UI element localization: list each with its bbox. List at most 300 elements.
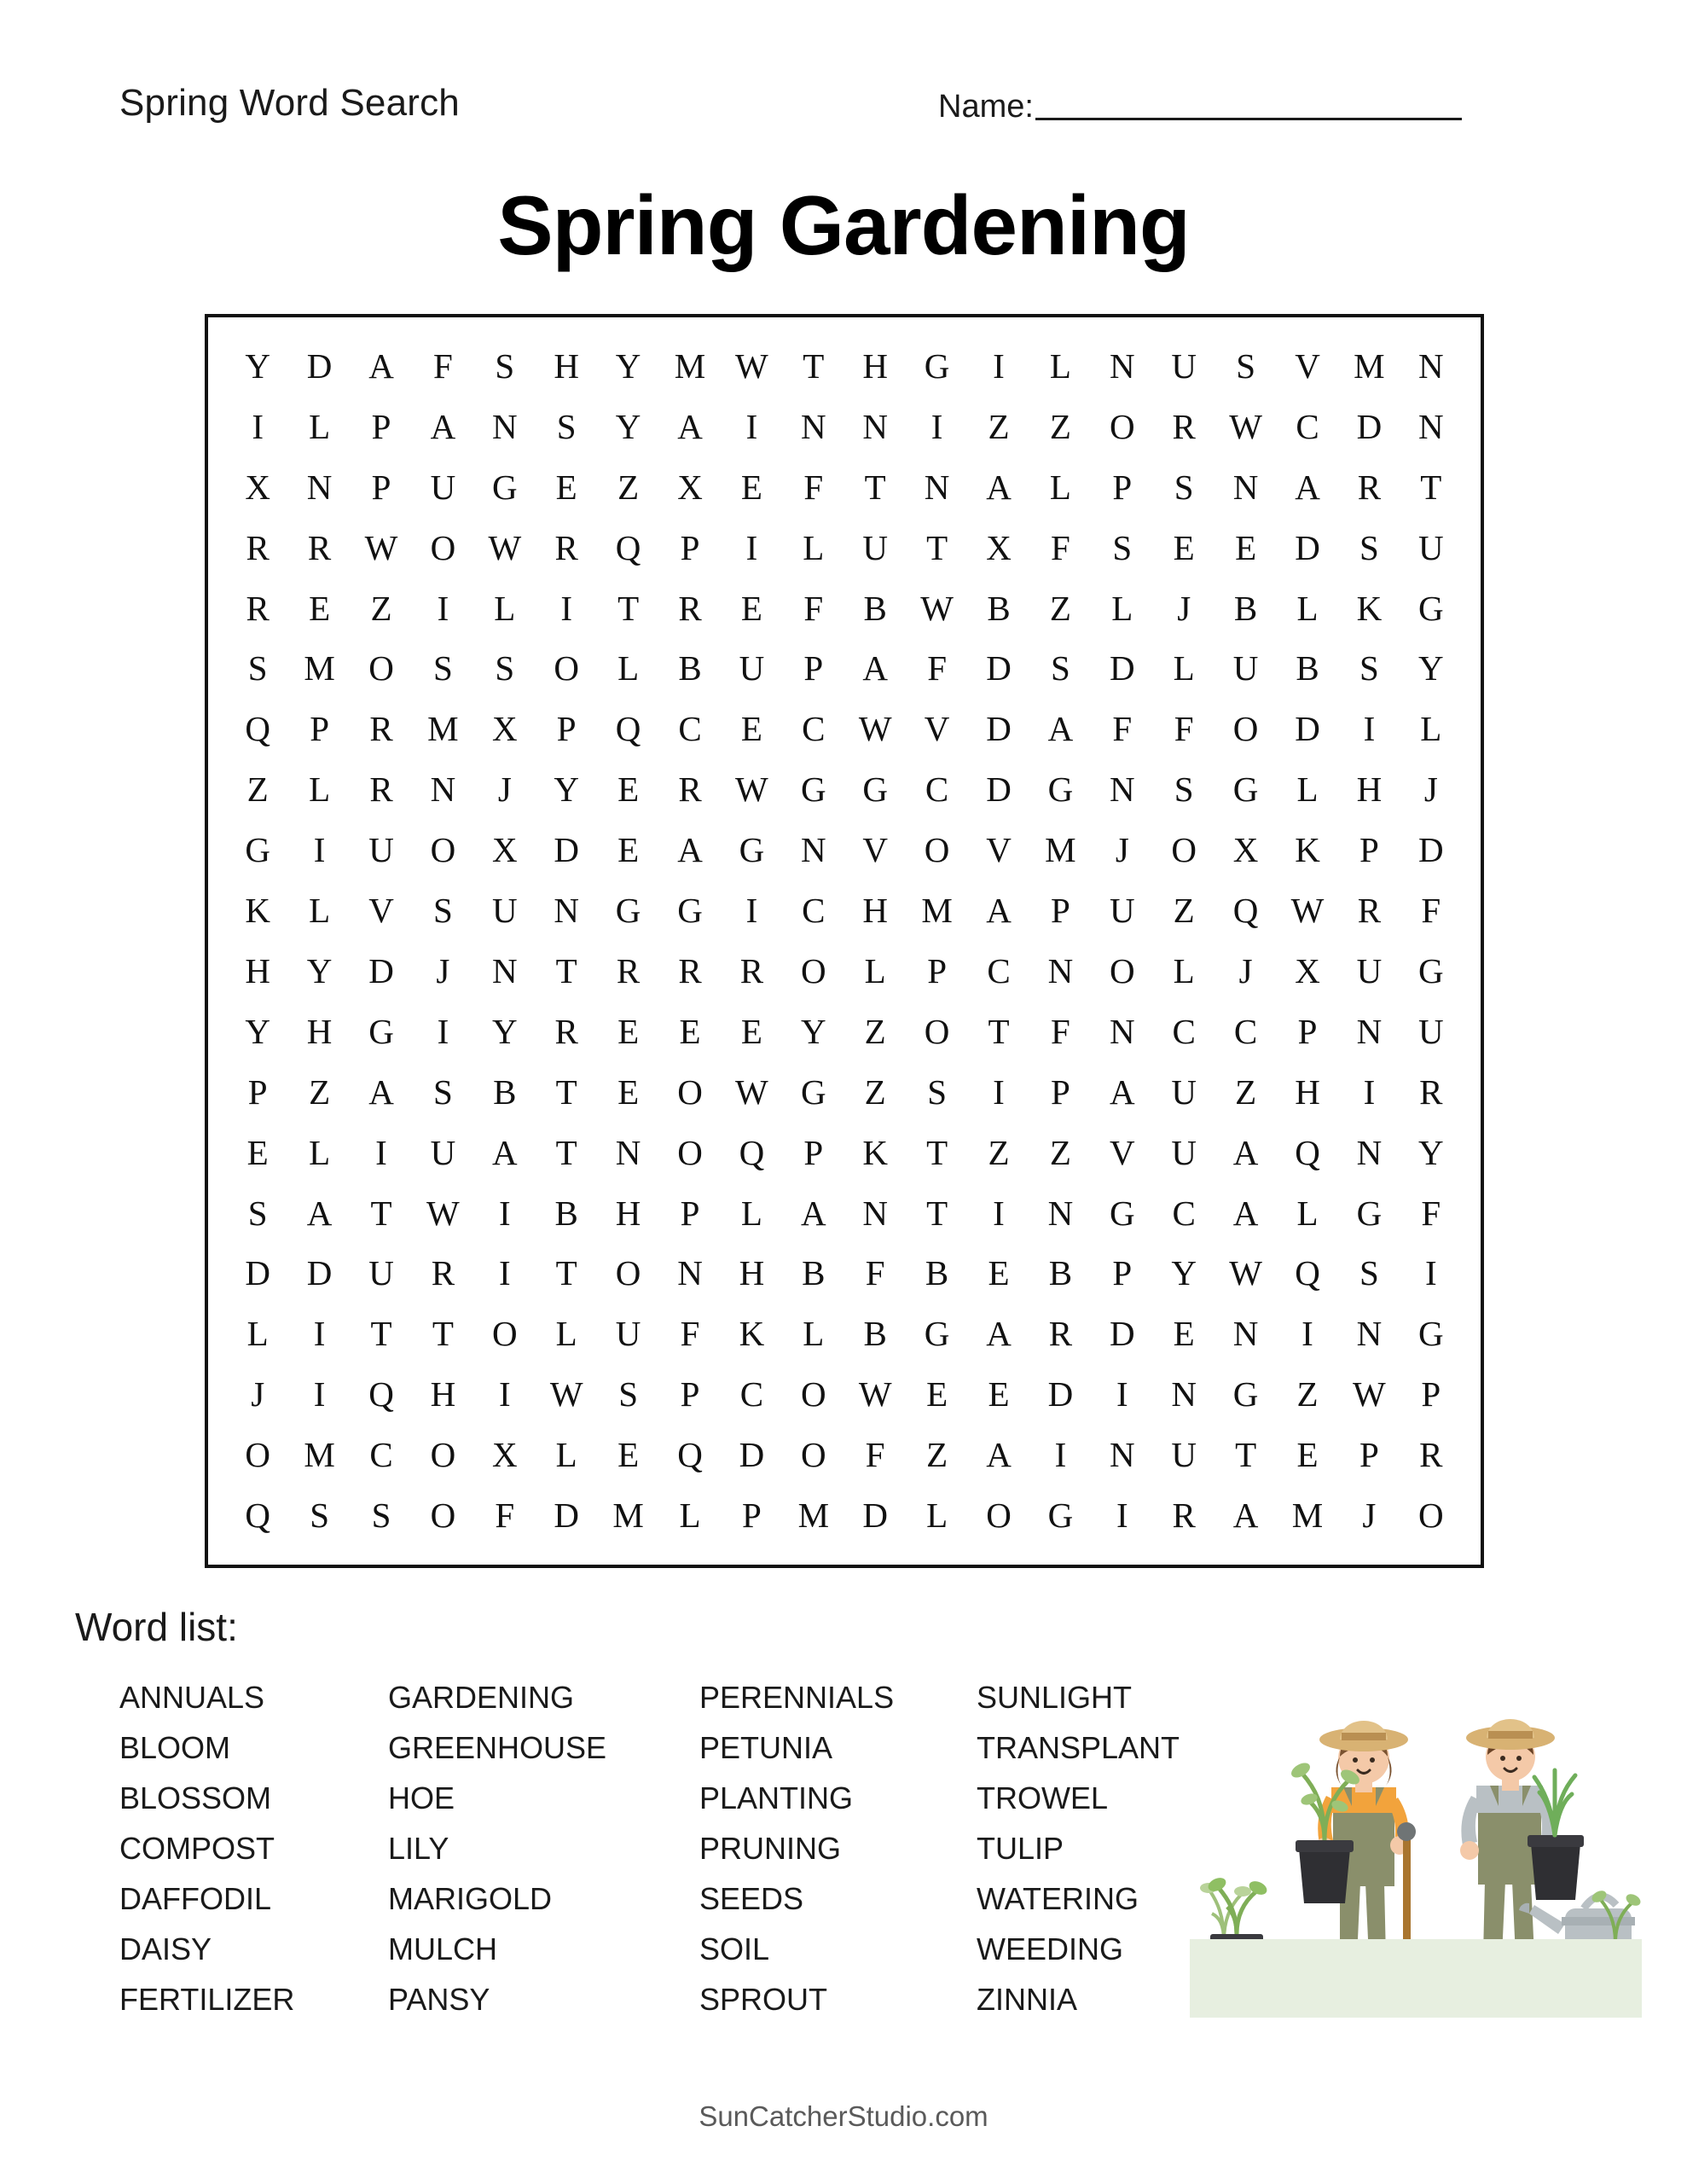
grid-cell[interactable]: O xyxy=(986,1496,1012,1536)
grid-cell[interactable]: Z xyxy=(617,467,640,507)
grid-cell[interactable]: S xyxy=(495,346,515,386)
grid-cell[interactable]: R xyxy=(739,950,764,990)
wordlist-item[interactable]: MARIGOLD xyxy=(388,1881,553,1916)
grid-cell[interactable]: X xyxy=(245,467,270,507)
grid-cell[interactable]: U xyxy=(615,1314,641,1354)
grid-cell[interactable]: Y xyxy=(800,1011,826,1051)
grid-cell[interactable]: W xyxy=(1229,1253,1262,1293)
grid-cell[interactable]: Q xyxy=(615,527,641,567)
grid-cell[interactable]: I xyxy=(252,406,264,446)
grid-cell[interactable]: Q xyxy=(245,1496,270,1536)
grid-cell[interactable]: M xyxy=(674,346,706,386)
grid-cell[interactable]: P xyxy=(680,1374,700,1414)
grid-cell[interactable]: N xyxy=(1109,1435,1135,1475)
wordlist-item[interactable]: TRANSPLANT xyxy=(977,1730,1180,1765)
grid-cell[interactable]: G xyxy=(739,830,765,870)
grid-cell[interactable]: S xyxy=(927,1072,947,1112)
grid-cell[interactable]: P xyxy=(680,527,700,567)
grid-cell[interactable]: R xyxy=(246,527,270,567)
grid-cell[interactable]: Y xyxy=(615,346,641,386)
grid-cell[interactable]: G xyxy=(1232,1374,1259,1414)
grid-cell[interactable]: L xyxy=(1296,588,1319,628)
grid-cell[interactable]: I xyxy=(313,1314,326,1354)
grid-cell[interactable]: Z xyxy=(1235,1072,1257,1112)
grid-cell[interactable]: W xyxy=(1229,406,1262,446)
grid-cell[interactable]: E xyxy=(246,1132,269,1172)
grid-cell[interactable]: E xyxy=(617,830,640,870)
grid-cell[interactable]: S xyxy=(1359,1253,1379,1293)
grid-cell[interactable]: F xyxy=(1174,709,1194,749)
grid-cell[interactable]: A xyxy=(306,1193,333,1233)
grid-cell[interactable]: N xyxy=(800,406,826,446)
wordlist-item[interactable]: ANNUALS xyxy=(119,1680,265,1715)
grid-cell[interactable]: T xyxy=(988,1011,1010,1051)
grid-cell[interactable]: A xyxy=(986,1314,1012,1354)
wordlist-item[interactable]: DAFFODIL xyxy=(119,1881,272,1916)
grid-cell[interactable]: U xyxy=(1417,527,1444,567)
grid-cell[interactable]: I xyxy=(1116,1496,1128,1536)
grid-cell[interactable]: Y xyxy=(554,770,579,810)
grid-cell[interactable]: O xyxy=(800,950,826,990)
grid-cell[interactable]: S xyxy=(432,891,453,931)
grid-cell[interactable]: I xyxy=(1424,1253,1437,1293)
grid-cell[interactable]: U xyxy=(491,891,518,931)
grid-cell[interactable]: N xyxy=(1047,1193,1074,1233)
grid-cell[interactable]: B xyxy=(925,1253,949,1293)
grid-cell[interactable]: T xyxy=(926,1132,948,1172)
grid-cell[interactable]: Y xyxy=(615,406,641,446)
grid-cell[interactable]: V xyxy=(924,709,950,749)
grid-cell[interactable]: G xyxy=(924,346,950,386)
grid-cell[interactable]: S xyxy=(1174,770,1194,810)
grid-cell[interactable]: K xyxy=(739,1314,765,1354)
grid-cell[interactable]: Z xyxy=(988,1132,1010,1172)
grid-cell[interactable]: W xyxy=(858,709,892,749)
wordlist-item[interactable]: FERTILIZER xyxy=(119,1982,295,2017)
grid-cell[interactable]: R xyxy=(1357,467,1382,507)
grid-cell[interactable]: A xyxy=(986,467,1012,507)
grid-cell[interactable]: R xyxy=(431,1253,455,1293)
grid-cell[interactable]: E xyxy=(740,709,762,749)
grid-cell[interactable]: O xyxy=(1109,950,1135,990)
grid-cell[interactable]: H xyxy=(554,346,579,386)
grid-cell[interactable]: N xyxy=(1417,406,1444,446)
grid-cell[interactable]: S xyxy=(432,1072,453,1112)
grid-cell[interactable]: M xyxy=(612,1496,644,1536)
grid-cell[interactable]: U xyxy=(739,648,765,688)
grid-cell[interactable]: F xyxy=(495,1496,515,1536)
grid-cell[interactable]: P xyxy=(803,1132,824,1172)
wordlist-item[interactable]: GREENHOUSE xyxy=(388,1730,607,1765)
grid-cell[interactable]: B xyxy=(863,1314,887,1354)
grid-cell[interactable]: C xyxy=(987,950,1011,990)
grid-cell[interactable]: Y xyxy=(245,1011,270,1051)
grid-cell[interactable]: F xyxy=(865,1253,885,1293)
grid-cell[interactable]: G xyxy=(1047,770,1074,810)
grid-cell[interactable]: O xyxy=(800,1435,826,1475)
grid-cell[interactable]: N xyxy=(1109,346,1135,386)
grid-cell[interactable]: U xyxy=(368,830,394,870)
grid-cell[interactable]: T xyxy=(555,1253,577,1293)
grid-cell[interactable]: G xyxy=(1109,1193,1135,1233)
grid-cell[interactable]: U xyxy=(1232,648,1259,688)
wordlist-item[interactable]: DAISY xyxy=(119,1931,212,1966)
grid-cell[interactable]: G xyxy=(800,770,826,810)
grid-cell[interactable]: M xyxy=(427,709,459,749)
grid-cell[interactable]: J xyxy=(1238,950,1253,990)
grid-cell[interactable]: A xyxy=(1295,467,1320,507)
grid-cell[interactable]: A xyxy=(1232,1193,1259,1233)
grid-cell[interactable]: P xyxy=(1359,1435,1379,1475)
grid-cell[interactable]: N xyxy=(1232,467,1259,507)
grid-cell[interactable]: Z xyxy=(1049,588,1071,628)
grid-cell[interactable]: A xyxy=(677,406,703,446)
grid-cell[interactable]: I xyxy=(1363,709,1376,749)
grid-cell[interactable]: N xyxy=(1109,770,1135,810)
grid-cell[interactable]: A xyxy=(491,1132,518,1172)
grid-cell[interactable]: J xyxy=(497,770,512,810)
grid-cell[interactable]: Z xyxy=(1296,1374,1319,1414)
grid-cell[interactable]: W xyxy=(858,1374,892,1414)
grid-cell[interactable]: Z xyxy=(988,406,1010,446)
grid-cell[interactable]: N xyxy=(1171,1374,1197,1414)
grid-cell[interactable]: U xyxy=(1171,346,1197,386)
grid-cell[interactable]: T xyxy=(803,346,825,386)
grid-cell[interactable]: W xyxy=(549,1374,583,1414)
grid-cell[interactable]: P xyxy=(371,467,391,507)
grid-cell[interactable]: I xyxy=(1054,1435,1067,1475)
grid-cell[interactable]: M xyxy=(797,1496,830,1536)
grid-cell[interactable]: O xyxy=(554,648,579,688)
grid-cell[interactable]: Z xyxy=(309,1072,331,1112)
grid-cell[interactable]: A xyxy=(1047,709,1074,749)
grid-cell[interactable]: D xyxy=(368,950,394,990)
grid-cell[interactable]: T xyxy=(864,467,886,507)
word-search-grid[interactable] xyxy=(227,336,1462,1546)
grid-cell[interactable]: N xyxy=(554,891,579,931)
grid-cell[interactable]: B xyxy=(678,648,702,688)
grid-cell[interactable]: I xyxy=(1116,1374,1128,1414)
grid-cell[interactable]: R xyxy=(369,770,393,810)
grid-cell[interactable]: L xyxy=(309,770,331,810)
grid-cell[interactable]: O xyxy=(430,1435,456,1475)
grid-cell[interactable]: L xyxy=(1420,709,1442,749)
grid-cell[interactable]: W xyxy=(735,770,768,810)
grid-cell[interactable]: O xyxy=(677,1132,703,1172)
wordlist-item[interactable]: TULIP xyxy=(977,1831,1064,1866)
grid-cell[interactable]: R xyxy=(1172,1496,1196,1536)
grid-cell[interactable]: D xyxy=(306,346,333,386)
grid-cell[interactable]: I xyxy=(437,588,449,628)
grid-cell[interactable]: D xyxy=(862,1496,888,1536)
grid-cell[interactable]: X xyxy=(677,467,703,507)
grid-cell[interactable]: U xyxy=(368,1253,394,1293)
grid-cell[interactable]: C xyxy=(802,709,826,749)
grid-cell[interactable]: W xyxy=(1353,1374,1386,1414)
grid-cell[interactable]: G xyxy=(491,467,518,507)
grid-cell[interactable]: S xyxy=(1236,346,1255,386)
grid-cell[interactable]: P xyxy=(1421,1374,1441,1414)
grid-cell[interactable]: A xyxy=(430,406,456,446)
grid-cell[interactable]: E xyxy=(988,1374,1010,1414)
grid-cell[interactable]: G xyxy=(800,1072,826,1112)
grid-cell[interactable]: D xyxy=(986,709,1012,749)
grid-cell[interactable]: R xyxy=(307,527,332,567)
grid-cell[interactable]: P xyxy=(1050,891,1070,931)
grid-cell[interactable]: S xyxy=(618,1374,638,1414)
grid-cell[interactable]: N xyxy=(862,406,888,446)
grid-cell[interactable]: I xyxy=(313,1374,326,1414)
grid-cell[interactable]: D xyxy=(739,1435,765,1475)
grid-cell[interactable]: Z xyxy=(1049,406,1071,446)
grid-cell[interactable]: T xyxy=(555,1132,577,1172)
grid-cell[interactable]: L xyxy=(803,527,825,567)
grid-cell[interactable]: D xyxy=(245,1253,270,1293)
grid-cell[interactable]: X xyxy=(1232,830,1259,870)
grid-cell[interactable]: E xyxy=(555,467,577,507)
grid-cell[interactable]: C xyxy=(1296,406,1319,446)
grid-cell[interactable]: T xyxy=(370,1314,392,1354)
grid-cell[interactable]: O xyxy=(1417,1496,1444,1536)
grid-cell[interactable]: K xyxy=(1295,830,1320,870)
grid-cell[interactable]: I xyxy=(498,1374,511,1414)
grid-cell[interactable]: D xyxy=(1295,709,1320,749)
grid-cell[interactable]: I xyxy=(993,346,1005,386)
wordlist-item[interactable]: PANSY xyxy=(388,1982,490,2017)
grid-cell[interactable]: N xyxy=(1356,1011,1383,1051)
grid-cell[interactable]: Q xyxy=(368,1374,394,1414)
grid-cell[interactable]: D xyxy=(1109,1314,1135,1354)
grid-cell[interactable]: N xyxy=(615,1132,641,1172)
grid-cell[interactable]: J xyxy=(1423,770,1438,810)
grid-cell[interactable]: H xyxy=(245,950,270,990)
grid-cell[interactable]: K xyxy=(245,891,270,931)
grid-cell[interactable]: I xyxy=(1363,1072,1376,1112)
grid-cell[interactable]: E xyxy=(617,770,640,810)
grid-cell[interactable]: X xyxy=(1295,950,1320,990)
grid-cell[interactable]: A xyxy=(368,346,394,386)
grid-cell[interactable]: L xyxy=(1296,770,1319,810)
grid-cell[interactable]: L xyxy=(1049,346,1071,386)
grid-cell[interactable]: L xyxy=(494,588,516,628)
grid-cell[interactable]: L xyxy=(309,891,331,931)
grid-cell[interactable]: H xyxy=(306,1011,333,1051)
grid-cell[interactable]: X xyxy=(491,709,518,749)
grid-cell[interactable]: D xyxy=(554,830,579,870)
grid-cell[interactable]: X xyxy=(491,1435,518,1475)
grid-cell[interactable]: N xyxy=(491,950,518,990)
grid-cell[interactable]: X xyxy=(986,527,1012,567)
grid-cell[interactable]: T xyxy=(926,527,948,567)
grid-cell[interactable]: J xyxy=(1362,1496,1377,1536)
grid-cell[interactable]: R xyxy=(1357,891,1382,931)
grid-cell[interactable]: S xyxy=(495,648,515,688)
grid-cell[interactable]: L xyxy=(1296,1193,1319,1233)
grid-cell[interactable]: O xyxy=(924,830,950,870)
grid-cell[interactable]: O xyxy=(1171,830,1197,870)
grid-cell[interactable]: L xyxy=(1111,588,1133,628)
grid-cell[interactable]: J xyxy=(436,950,450,990)
grid-cell[interactable]: K xyxy=(862,1132,888,1172)
grid-cell[interactable]: U xyxy=(1171,1072,1197,1112)
grid-cell[interactable]: G xyxy=(1417,1314,1444,1354)
grid-cell[interactable]: L xyxy=(617,648,640,688)
grid-cell[interactable]: C xyxy=(739,1374,764,1414)
grid-cell[interactable]: M xyxy=(1045,830,1076,870)
grid-cell[interactable]: U xyxy=(862,527,888,567)
grid-cell[interactable]: W xyxy=(1290,891,1325,931)
grid-cell[interactable]: P xyxy=(680,1193,700,1233)
grid-cell[interactable]: Q xyxy=(245,709,270,749)
grid-cell[interactable]: T xyxy=(1235,1435,1257,1475)
grid-cell[interactable]: N xyxy=(677,1253,703,1293)
grid-cell[interactable]: T xyxy=(926,1193,948,1233)
grid-cell[interactable]: B xyxy=(1296,648,1319,688)
grid-cell[interactable]: Z xyxy=(246,770,269,810)
grid-cell[interactable]: G xyxy=(677,891,703,931)
grid-cell[interactable]: H xyxy=(615,1193,641,1233)
grid-cell[interactable]: S xyxy=(247,1193,268,1233)
grid-cell[interactable]: Z xyxy=(926,1435,948,1475)
grid-cell[interactable]: S xyxy=(247,648,268,688)
grid-cell[interactable]: Q xyxy=(739,1132,765,1172)
grid-cell[interactable]: V xyxy=(1295,346,1320,386)
grid-cell[interactable]: B xyxy=(802,1253,826,1293)
grid-cell[interactable]: E xyxy=(617,1011,640,1051)
grid-cell[interactable]: T xyxy=(370,1193,392,1233)
grid-cell[interactable]: Q xyxy=(1232,891,1259,931)
grid-cell[interactable]: W xyxy=(735,346,768,386)
grid-cell[interactable]: E xyxy=(740,588,762,628)
grid-cell[interactable]: P xyxy=(1112,467,1133,507)
grid-cell[interactable]: D xyxy=(986,770,1012,810)
grid-cell[interactable]: B xyxy=(863,588,887,628)
grid-cell[interactable]: H xyxy=(739,1253,765,1293)
grid-cell[interactable]: R xyxy=(554,527,578,567)
grid-cell[interactable]: L xyxy=(555,1314,577,1354)
grid-cell[interactable]: Y xyxy=(1417,1132,1444,1172)
grid-cell[interactable]: L xyxy=(309,1132,331,1172)
grid-cell[interactable]: F xyxy=(927,648,947,688)
grid-cell[interactable]: L xyxy=(555,1435,577,1475)
grid-cell[interactable]: F xyxy=(803,588,824,628)
grid-cell[interactable]: U xyxy=(1171,1132,1197,1172)
grid-cell[interactable]: I xyxy=(498,1253,511,1293)
grid-cell[interactable]: H xyxy=(430,1374,456,1414)
grid-cell[interactable]: C xyxy=(1172,1011,1196,1051)
grid-cell[interactable]: L xyxy=(679,1496,701,1536)
grid-cell[interactable]: L xyxy=(1049,467,1071,507)
grid-cell[interactable]: I xyxy=(745,406,758,446)
grid-cell[interactable]: C xyxy=(1233,1011,1258,1051)
grid-cell[interactable]: F xyxy=(1050,1011,1070,1051)
grid-cell[interactable]: P xyxy=(1359,830,1379,870)
grid-cell[interactable]: Y xyxy=(245,346,270,386)
grid-cell[interactable]: C xyxy=(678,709,702,749)
grid-cell[interactable]: P xyxy=(310,709,329,749)
grid-cell[interactable]: P xyxy=(927,950,947,990)
grid-cell[interactable]: G xyxy=(245,830,270,870)
grid-cell[interactable]: R xyxy=(1048,1314,1073,1354)
grid-cell[interactable]: I xyxy=(437,1011,449,1051)
grid-cell[interactable]: R xyxy=(678,770,702,810)
grid-cell[interactable]: S xyxy=(1112,527,1133,567)
grid-cell[interactable]: Q xyxy=(1295,1253,1320,1293)
wordlist-item[interactable]: SUNLIGHT xyxy=(977,1680,1133,1715)
grid-cell[interactable]: B xyxy=(493,1072,517,1112)
grid-cell[interactable]: J xyxy=(1177,588,1191,628)
grid-cell[interactable]: E xyxy=(740,1011,762,1051)
grid-cell[interactable]: H xyxy=(862,891,888,931)
grid-cell[interactable]: T xyxy=(555,1072,577,1112)
grid-cell[interactable]: N xyxy=(1047,950,1074,990)
grid-cell[interactable]: Q xyxy=(677,1435,703,1475)
grid-cell[interactable]: U xyxy=(1417,1011,1444,1051)
grid-cell[interactable]: D xyxy=(554,1496,579,1536)
grid-cell[interactable]: Z xyxy=(370,588,392,628)
grid-cell[interactable]: F xyxy=(432,346,453,386)
grid-cell[interactable]: F xyxy=(1112,709,1133,749)
wordlist-item[interactable]: PETUNIA xyxy=(699,1730,833,1765)
grid-cell[interactable]: N xyxy=(1232,1314,1259,1354)
grid-cell[interactable]: N xyxy=(1356,1314,1383,1354)
grid-cell[interactable]: M xyxy=(304,1435,335,1475)
grid-cell[interactable]: C xyxy=(1172,1193,1196,1233)
grid-cell[interactable]: O xyxy=(924,1011,950,1051)
wordlist-item[interactable]: LILY xyxy=(388,1831,449,1866)
grid-cell[interactable]: C xyxy=(802,891,826,931)
grid-cell[interactable]: G xyxy=(615,891,641,931)
grid-cell[interactable]: U xyxy=(1171,1435,1197,1475)
grid-cell[interactable]: S xyxy=(371,1496,391,1536)
grid-cell[interactable]: S xyxy=(1359,648,1379,688)
wordlist-item[interactable]: COMPOST xyxy=(119,1831,275,1866)
grid-cell[interactable]: Y xyxy=(1417,648,1444,688)
wordlist-item[interactable]: PRUNING xyxy=(699,1831,842,1866)
grid-cell[interactable]: G xyxy=(1047,1496,1074,1536)
grid-cell[interactable]: A xyxy=(800,1193,826,1233)
grid-cell[interactable]: P xyxy=(1112,1253,1133,1293)
grid-cell[interactable]: Z xyxy=(1173,891,1195,931)
grid-cell[interactable]: F xyxy=(1050,527,1070,567)
grid-cell[interactable]: R xyxy=(1419,1435,1443,1475)
grid-cell[interactable]: O xyxy=(245,1435,270,1475)
grid-cell[interactable]: D xyxy=(986,648,1012,688)
grid-cell[interactable]: I xyxy=(993,1072,1005,1112)
grid-cell[interactable]: V xyxy=(862,830,888,870)
grid-cell[interactable]: G xyxy=(368,1011,394,1051)
grid-cell[interactable]: N xyxy=(491,406,518,446)
wordlist-item[interactable]: SOIL xyxy=(699,1931,770,1966)
grid-cell[interactable]: E xyxy=(1173,1314,1195,1354)
grid-cell[interactable]: M xyxy=(1291,1496,1324,1536)
grid-cell[interactable]: O xyxy=(491,1314,518,1354)
wordlist-item[interactable]: BLOOM xyxy=(119,1730,231,1765)
grid-cell[interactable]: O xyxy=(615,1253,641,1293)
grid-cell[interactable]: G xyxy=(1417,588,1444,628)
grid-cell[interactable]: L xyxy=(926,1496,948,1536)
grid-cell[interactable]: W xyxy=(364,527,398,567)
grid-cell[interactable]: F xyxy=(865,1435,885,1475)
grid-cell[interactable]: U xyxy=(430,467,456,507)
grid-cell[interactable]: K xyxy=(1356,588,1383,628)
grid-cell[interactable]: A xyxy=(1232,1132,1259,1172)
grid-cell[interactable]: L xyxy=(1173,648,1195,688)
grid-cell[interactable]: R xyxy=(616,950,641,990)
grid-cell[interactable]: D xyxy=(306,1253,333,1293)
grid-cell[interactable]: F xyxy=(803,467,824,507)
grid-cell[interactable]: T xyxy=(432,1314,454,1354)
